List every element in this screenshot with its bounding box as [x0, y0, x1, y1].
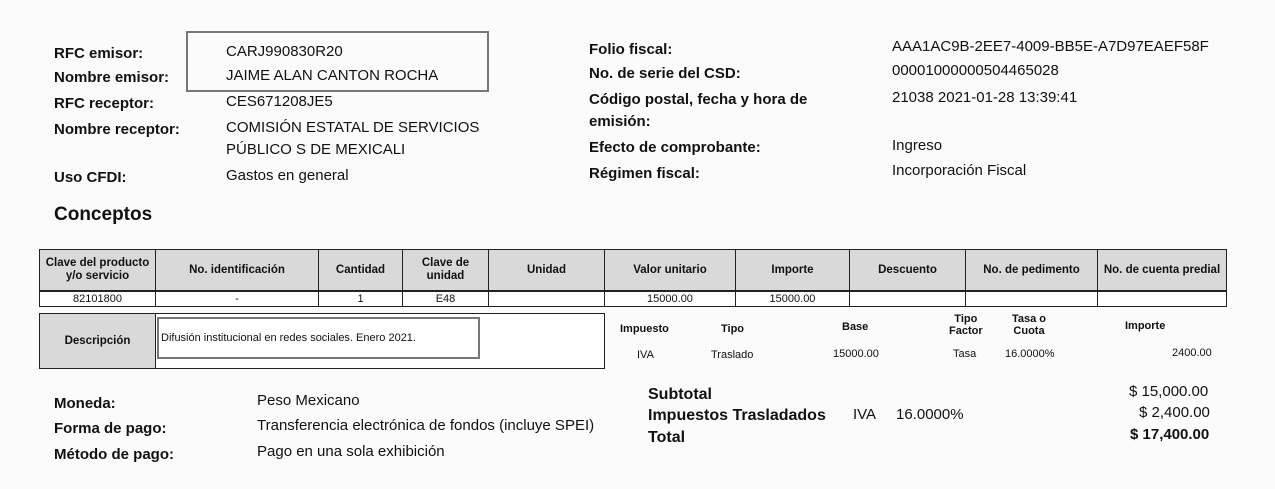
- moneda-label: Moneda:: [54, 395, 116, 412]
- tax-header-tipo-factor: Tipo Factor: [949, 313, 983, 337]
- impuestos-value: $ 2,400.00: [1139, 404, 1210, 421]
- header-descuento: Descuento: [849, 249, 966, 291]
- tax-tipo: Traslado: [711, 349, 754, 361]
- cell-clave-producto: 82101800: [39, 291, 156, 307]
- cell-valor-unitario: 15000.00: [604, 291, 736, 307]
- cell-importe: 15000.00: [735, 291, 850, 307]
- regimen-fiscal-value: Incorporación Fiscal: [892, 162, 1027, 179]
- cell-no-identificacion: -: [155, 291, 319, 307]
- conceptos-title: Conceptos: [54, 204, 153, 225]
- cell-no-pedimento: [965, 291, 1098, 307]
- nombre-receptor-value-line1: COMISIÓN ESTATAL DE SERVICIOS: [226, 119, 480, 136]
- cell-no-cuenta-predial: [1097, 291, 1227, 307]
- rfc-receptor-label: RFC receptor:: [54, 95, 155, 112]
- cell-clave-unidad: E48: [402, 291, 489, 307]
- rfc-emisor-value: CARJ990830R20: [226, 43, 343, 60]
- header-unidad: Unidad: [488, 249, 605, 291]
- cell-descuento: [849, 291, 966, 307]
- folio-fiscal-value: AAA1AC9B-2EE7-4009-BB5E-A7D97EAEF58F: [892, 38, 1209, 55]
- header-clave-producto: Clave del producto y/o servicio: [39, 249, 156, 291]
- moneda-value: Peso Mexicano: [257, 392, 360, 409]
- header-importe: Importe: [735, 249, 850, 291]
- efecto-label: Efecto de comprobante:: [589, 139, 761, 156]
- cell-cantidad: 1: [318, 291, 403, 307]
- rfc-emisor-label: RFC emisor:: [54, 45, 144, 62]
- forma-pago-label: Forma de pago:: [54, 420, 167, 437]
- nombre-emisor-label: Nombre emisor:: [54, 69, 170, 86]
- uso-cfdi-label: Uso CFDI:: [54, 169, 127, 186]
- header-no-identificacion: No. identificación: [155, 249, 319, 291]
- forma-pago-value: Transferencia electrónica de fondos (incluye SPEI): [257, 417, 595, 434]
- rfc-receptor-value: CES671208JE5: [226, 93, 333, 110]
- efecto-value: Ingreso: [892, 137, 943, 154]
- descripcion-value: Difusión institucional en redes sociales. Enero 2021.: [161, 332, 416, 344]
- folio-fiscal-label: Folio fiscal:: [589, 41, 673, 58]
- subtotal-label: Subtotal: [648, 386, 712, 403]
- codigo-postal-label-line1: Código postal, fecha y hora de: [589, 91, 808, 108]
- nombre-receptor-label: Nombre receptor:: [54, 121, 180, 138]
- tax-header-importe: Importe: [1125, 320, 1166, 332]
- tax-tasa: 16.0000%: [1005, 348, 1055, 360]
- descripcion-label: Descripción: [39, 313, 156, 369]
- cell-unidad: [488, 291, 605, 307]
- uso-cfdi-value: Gastos en general: [226, 167, 349, 184]
- serie-csd-value: 00001000000504465028: [892, 62, 1059, 79]
- tax-base: 15000.00: [833, 348, 879, 360]
- header-valor-unitario: Valor unitario: [604, 249, 736, 291]
- codigo-postal-value: 21038 2021-01-28 13:39:41: [892, 89, 1078, 106]
- tax-header-tipo: Tipo: [721, 323, 745, 335]
- impuestos-tasa: 16.0000%: [896, 406, 964, 423]
- nombre-emisor-value: JAIME ALAN CANTON ROCHA: [226, 67, 439, 84]
- tax-header-impuesto: Impuesto: [620, 323, 669, 335]
- header-no-pedimento: No. de pedimento: [965, 249, 1098, 291]
- header-cantidad: Cantidad: [318, 249, 403, 291]
- codigo-postal-label-line2: emisión:: [589, 113, 651, 130]
- descripcion-cell: [155, 313, 605, 369]
- impuestos-trasladados-label: Impuestos Trasladados: [648, 407, 826, 424]
- tax-tipo-factor: Tasa: [953, 348, 977, 360]
- metodo-pago-label: Método de pago:: [54, 446, 174, 463]
- header-no-cuenta-predial: No. de cuenta predial: [1097, 249, 1227, 291]
- tax-header-base: Base: [842, 321, 869, 333]
- tax-header-tasa-cuota: Tasa o Cuota: [1012, 313, 1047, 337]
- tax-impuesto: IVA: [637, 349, 654, 361]
- header-clave-unidad: Clave de unidad: [402, 249, 489, 291]
- serie-csd-label: No. de serie del CSD:: [589, 65, 741, 82]
- subtotal-value: $ 15,000.00: [1129, 383, 1209, 400]
- metodo-pago-value: Pago en una sola exhibición: [257, 443, 445, 460]
- total-value: $ 17,400.00: [1130, 426, 1210, 443]
- regimen-fiscal-label: Régimen fiscal:: [589, 165, 700, 182]
- nombre-receptor-value-line2: PÚBLICO S DE MEXICALI: [226, 141, 406, 158]
- total-label: Total: [648, 429, 686, 446]
- impuestos-tipo: IVA: [853, 406, 877, 423]
- tax-importe: 2400.00: [1172, 347, 1212, 359]
